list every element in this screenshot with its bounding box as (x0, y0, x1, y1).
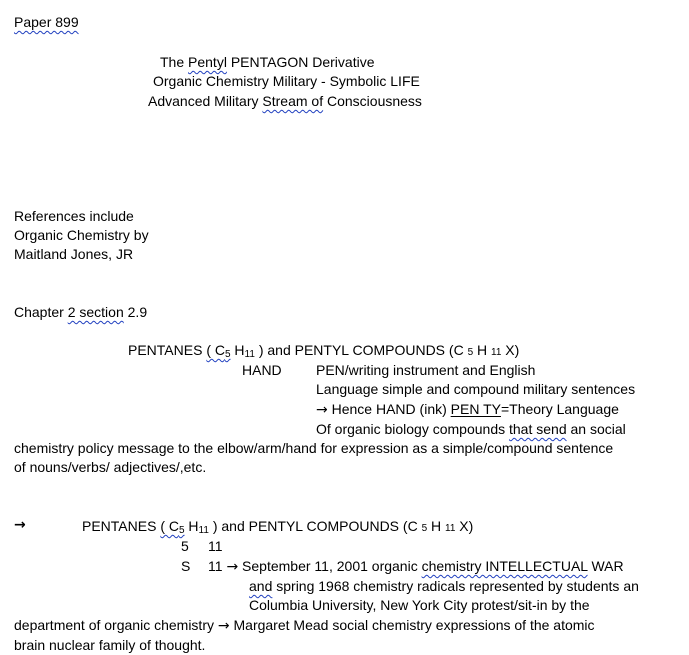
formula-text: PENTANES (82, 518, 161, 534)
arrow-icon: → (316, 402, 328, 418)
block2-row1-a: 5 (181, 538, 189, 554)
formula-text: ) and PENTYL COMPOUNDS (C (254, 342, 468, 358)
title-line-1 (160, 53, 374, 72)
department-text: Margaret Mead social chemistry expressions of the atomic (229, 617, 595, 633)
block1-biology-line (316, 420, 626, 439)
references-line-2: Organic Chemistry by (14, 227, 149, 243)
subscript: 11 (244, 349, 255, 360)
small-number: 5 (421, 523, 428, 534)
subscript: 5 (178, 525, 185, 536)
lead-arrow-icon: → (14, 517, 26, 533)
title-line-1-post: PENTAGON Derivative (226, 54, 375, 70)
formula-text: ) and PENTYL COMPOUNDS (C (208, 518, 422, 534)
pen-ty-link: PEN TY (450, 401, 501, 417)
hence-text: =Theory Language (500, 401, 619, 417)
references-line-1: References include (14, 208, 134, 224)
chapter-heading (14, 303, 147, 322)
arrow-icon: → (217, 618, 230, 634)
small-number: 11 (445, 523, 456, 534)
block2-september-line (208, 557, 624, 577)
small-number: 11 (491, 347, 502, 358)
formula-carbon (206, 342, 230, 358)
block1-chemistry-line: chemistry policy message to the elbow/arm/hand for expression as a simple/compound sentence (14, 440, 614, 456)
block2-columbia-line: Columbia University, New York City protest/sit-in by the (249, 597, 590, 613)
block2-formula (82, 517, 473, 538)
paper-number: Paper 899 (14, 14, 79, 30)
title-line-2: Organic Chemistry Military - Symbolic LIFE (153, 73, 420, 89)
title-stream-word: Stream of (262, 93, 324, 109)
block2-row1-b: 11 (208, 538, 223, 554)
title-line-3-pre: Advanced Military (148, 93, 263, 109)
subscript: 11 (198, 525, 209, 536)
spring-text: spring 1968 chemistry radicals represented by students an (272, 578, 639, 594)
biology-text: an social (566, 421, 626, 437)
and-link: and (249, 578, 273, 594)
arrow-icon: → (226, 559, 239, 575)
title-line-1-pre: The (160, 54, 189, 70)
block1-formula (128, 341, 519, 362)
block2-brain-line: brain nuclear family of thought. (14, 637, 206, 653)
block1-hence-line (316, 400, 619, 420)
formula-text: H (427, 518, 446, 534)
biology-text: Of organic biology compounds (316, 421, 509, 437)
chapter-post: 2.9 (123, 304, 148, 320)
block1-pen-line: PEN/writing instrument and English (316, 362, 536, 378)
hence-text: Hence HAND (ink) (327, 401, 451, 417)
formula-text: X) (455, 518, 474, 534)
that-send-phrase: that send (509, 421, 567, 437)
formula-carbon (160, 518, 184, 534)
formula-hydrogen: H (230, 342, 245, 358)
block2-spring-line (249, 577, 639, 596)
title-line-3 (148, 92, 422, 111)
block1-language-line: Language simple and compound military sentences (316, 381, 636, 397)
block1-hand-label: HAND (242, 362, 282, 378)
references-line-3: Maitland Jones, JR (14, 246, 134, 262)
block2-department-line (14, 616, 595, 636)
block1-nouns-line: of nouns/verbs/ adjectives/,etc. (14, 459, 207, 475)
september-text: September 11, 2001 organic (238, 558, 422, 574)
department-text: department of organic chemistry (14, 617, 218, 633)
title-line-3-post: Consciousness (323, 93, 422, 109)
block2-row2-a: S (181, 558, 191, 574)
title-pentyl-word: Pentyl (188, 54, 227, 70)
row2-number: 11 (208, 558, 223, 574)
formula-text: H (473, 342, 492, 358)
chemistry-intellectual-link: chemistry INTELLECTUAL (421, 558, 588, 574)
formula-text: X) (501, 342, 520, 358)
september-text: WAR (587, 558, 624, 574)
formula-text: PENTANES (128, 342, 207, 358)
formula-hydrogen: H (184, 518, 199, 534)
formula-carbon-text: ( C (206, 342, 225, 358)
formula-carbon-text: ( C (160, 518, 179, 534)
small-number: 5 (467, 347, 474, 358)
chapter-pre: Chapter (14, 304, 68, 320)
subscript: 5 (224, 349, 231, 360)
chapter-section-link: 2 section (67, 304, 124, 320)
